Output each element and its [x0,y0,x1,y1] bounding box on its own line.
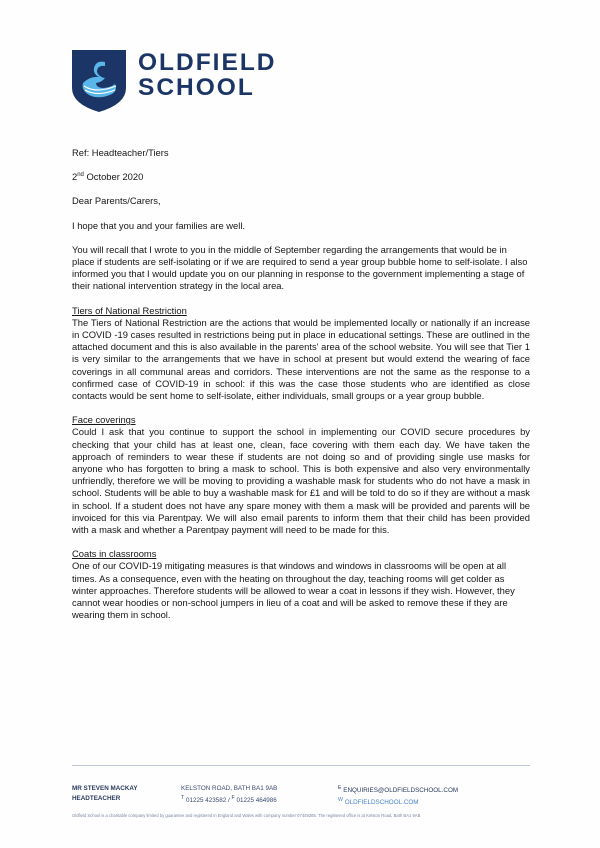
intro-paragraph: You will recall that I wrote to you in the middle of September regarding the arrangements that would be in place if students are self-isolating or if we are required to send a year group bubble home to self-isolate. I also informed you that I would update you on our planning in response to the government implementing a stage of their national intervention strategy in the local area. [72,243,528,292]
footer-phone-line: $^T$ 01225 423582 / $^F$ 01225 464986 [181,794,277,804]
date-suffix: nd [77,172,84,179]
opening-paragraph: I hope that you and your families are well. [72,219,246,231]
footer-address-block [181,784,277,805]
fax-label: F [231,794,235,801]
letter-body [72,147,530,622]
footer-phone: 01225 423582 [185,796,227,804]
salutation: Dear Parents/Carers, [72,195,161,207]
email-label: E [338,785,342,791]
phone-label: T [181,794,185,801]
date-day: 2 [72,171,78,183]
footer-contact-block [338,784,458,807]
footer-role: HEADTEACHER [72,794,121,802]
section-text: One of our COVID-19 mitigating measures is that windows and windows in classrooms will be open at all times. As a consequence, even with the heating on throughout the day, teaching rooms will get colder as winter approaches. Therefore students will be allowed to wear a coat in lessons if they wish. However, they cannot wear hoodies or non-school jumpers in lieu of a coat and will be asked to remove these if they are wearing them in school. [72,560,515,621]
footer-fax: 01225 464986 [236,796,277,804]
school-crest-logo [72,50,126,112]
footer-signatory [72,784,138,803]
school-name-line2: SCHOOL [138,74,255,101]
section-tiers [72,305,530,403]
section-text: The Tiers of National Restriction are the actions that would be implemented locally or nationally if an increase in COVID -19 cases resulted in restrictions being put in place in educational settings. These are outlined in the attached document and this is also available in the parents' area of the school website. You will see that Tier 1 is very similar to the arrangements that we have in school at present but would extend the wearing of face coverings in all communal areas and corridors. These interventions are not the same as the response to a confirmed case of COVID-19 in school: if this was the case those students who are identified as close contacts would be sent home to self-isolate, either individuals, small groups or a year group bubble. [72,316,530,402]
reference-line: Ref: Headteacher/Tiers [72,147,169,158]
footer-legal-notice: Oldfield School is a charitable company limited by guarantee and registered in England and Wales with company number 07449365. The registered office is at Kelston Road, Bath BA1 9AB [72,813,421,818]
footer-email-line [338,784,458,796]
section-heading: Face coverings [72,414,136,426]
footer-name: MR STEVEN MACKAY [72,785,138,792]
footer-address: KELSTON ROAD, BATH BA1 9AB [181,785,278,792]
footer-email[interactable]: ENQUIRIES@OLDFIELDSCHOOL.COM [343,787,459,795]
web-label: W [338,796,343,803]
footer-divider [72,765,530,766]
section-coats [72,548,530,621]
section-text: Could I ask that you continue to support the school in implementing our COVID secure procedures by checking that your child has at least one, clean, face covering with them each day. We have taken the approach of reminders to wear these if students are not doing so and of providing single use masks for anyone who has forgotten to bring a mask to school. This is both expensive and also very environmentally unfriendly, therefore we will be moving to providing a washable mask for students who do not have a mask in school. Students will be able to buy a washable mask for £1 and will be told to do so if they are without a mask in school. If a student does not have any spare money with them a mask will be provided and parents will be invoiced for this via Parentpay. We will also email parents to inform them that their child has been provided with a mask and whether a Parentpay payment will need to be made for this. [72,426,530,536]
school-name-line1: OLDFIELD [138,49,277,76]
date-rest: October 2020 [83,171,144,183]
section-face-coverings [72,414,530,536]
school-name [138,50,277,100]
section-heading: Tiers of National Restriction [72,304,187,316]
letter-date [72,171,530,183]
footer-web-line [338,796,458,808]
section-heading: Coats in classrooms [72,548,157,560]
footer-website[interactable]: OLDFIELDSCHOOL.COM [344,798,419,806]
